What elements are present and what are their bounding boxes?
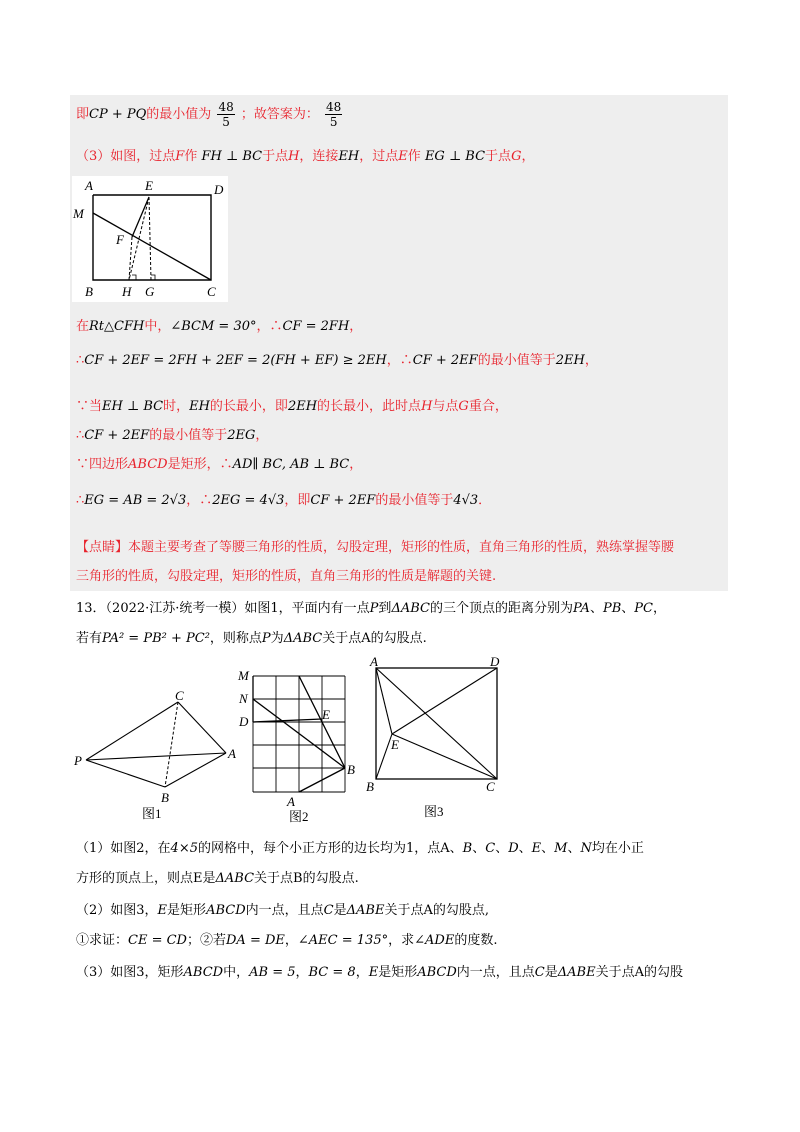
problem-line-1: 13．（2022·江苏·统考一模）如图1，平面内有一点P到ΔABC的三个顶点的距离分别为PA、PB、PC，	[76, 601, 666, 616]
figure-2	[236, 664, 356, 824]
fig1-caption: 图1	[142, 806, 162, 821]
fig3-label-B: B	[366, 779, 374, 794]
solution-line-5: ∵当EH ⊥ BC时，EH的长最小，即2EH的长最小，此时点H与点G重合，	[76, 399, 508, 414]
fig1-label-C: C	[175, 688, 184, 703]
fig2-label-N: N	[239, 691, 248, 706]
figure-1	[72, 688, 242, 824]
fig2-label-E: E	[322, 707, 330, 722]
figure-3	[362, 656, 512, 818]
solution-line-3: 在Rt△CFH中，∠BCM = 30°，∴CF = 2FH，	[76, 319, 363, 334]
question-2-line-2: ①求证：CE = CD；②若DA = DE，∠AEC = 135°，求∠ADE的度数.	[76, 933, 498, 948]
label-A: A	[85, 178, 93, 193]
fig2-label-B: B	[347, 762, 355, 777]
question-3-line-1: （3）如图3，矩形ABCD中，AB = 5，BC = 8，E是矩形ABCD内一点，且点C是ΔABE关于点A的勾股	[76, 965, 683, 980]
solution-line-1: 即CP + PQ的最小值为 $\frac{48}{5}$ ；故答案为： $\frac{48}{5}$	[76, 100, 342, 129]
fig3-label-A: A	[370, 656, 378, 669]
question-1-line-2: 方形的顶点上，则点E是ΔABC关于点B的勾股点.	[76, 871, 359, 886]
label-D: D	[214, 182, 224, 197]
rectangle-figure	[72, 176, 228, 302]
label-F: F	[116, 232, 124, 247]
solution-line-6: ∴CF + 2EF的最小值等于2EG，	[76, 428, 269, 443]
fig2-label-M: M	[238, 668, 249, 683]
fig1-label-B: B	[161, 790, 169, 805]
label-G: G	[145, 284, 155, 299]
solution-line-7: ∵四边形ABCD是矩形，∴AD∥ BC, AB ⊥ BC，	[76, 457, 363, 472]
solution-line-4: ∴CF + 2EF = 2FH + 2EF = 2(FH + EF) ≥ 2EH，∴CF + 2EF的最小值等于2EH，	[76, 353, 598, 368]
problem-line-2: 若有PA² = PB² + PC²，则称点P为ΔABC关于点A的勾股点.	[76, 631, 427, 646]
label-E: E	[145, 178, 153, 193]
label-M: M	[73, 206, 84, 221]
label-B: B	[85, 284, 93, 299]
question-1-line-1: （1）如图2，在4×5的网格中，每个小正方形的边长均为1，点A、B、C、D、E、M、N均在小正	[76, 841, 644, 856]
fig3-label-D: D	[490, 656, 500, 669]
fraction: $\frac{48}{5}$	[326, 100, 342, 129]
question-2-line-1: （2）如图3，E是矩形ABCD内一点，且点C是ΔABE关于点A的勾股点,	[76, 903, 489, 918]
comment-line-1: 【点睛】本题主要考查了等腰三角形的性质，勾股定理，矩形的性质，直角三角形的性质，熟练掌握等腰	[76, 540, 675, 555]
fraction: $\frac{48}{5}$	[218, 100, 234, 129]
fig1-label-P: P	[74, 753, 82, 768]
fig2-label-A: A	[287, 794, 295, 809]
fig3-label-C: C	[486, 779, 495, 794]
fig1-label-A: A	[228, 746, 236, 761]
fig2-caption: 图2	[289, 809, 309, 824]
comment-line-2: 三角形的性质，勾股定理，矩形的性质，直角三角形的性质是解题的关键.	[76, 569, 497, 584]
fig3-label-E: E	[391, 737, 399, 752]
fig2-label-D: D	[239, 714, 249, 729]
label-C: C	[207, 284, 216, 299]
solution-line-2: （3）如图，过点F作 FH ⊥ BC于点H，连接EH，过点E作 EG ⊥ BC于点G，	[76, 149, 535, 164]
solution-background	[70, 95, 728, 591]
solution-line-8: ∴EG = AB = 2√3，∴2EG = 4√3，即CF + 2EF的最小值等于4√3．	[76, 493, 492, 508]
fig3-caption: 图3	[424, 804, 444, 818]
label-H: H	[122, 284, 132, 299]
